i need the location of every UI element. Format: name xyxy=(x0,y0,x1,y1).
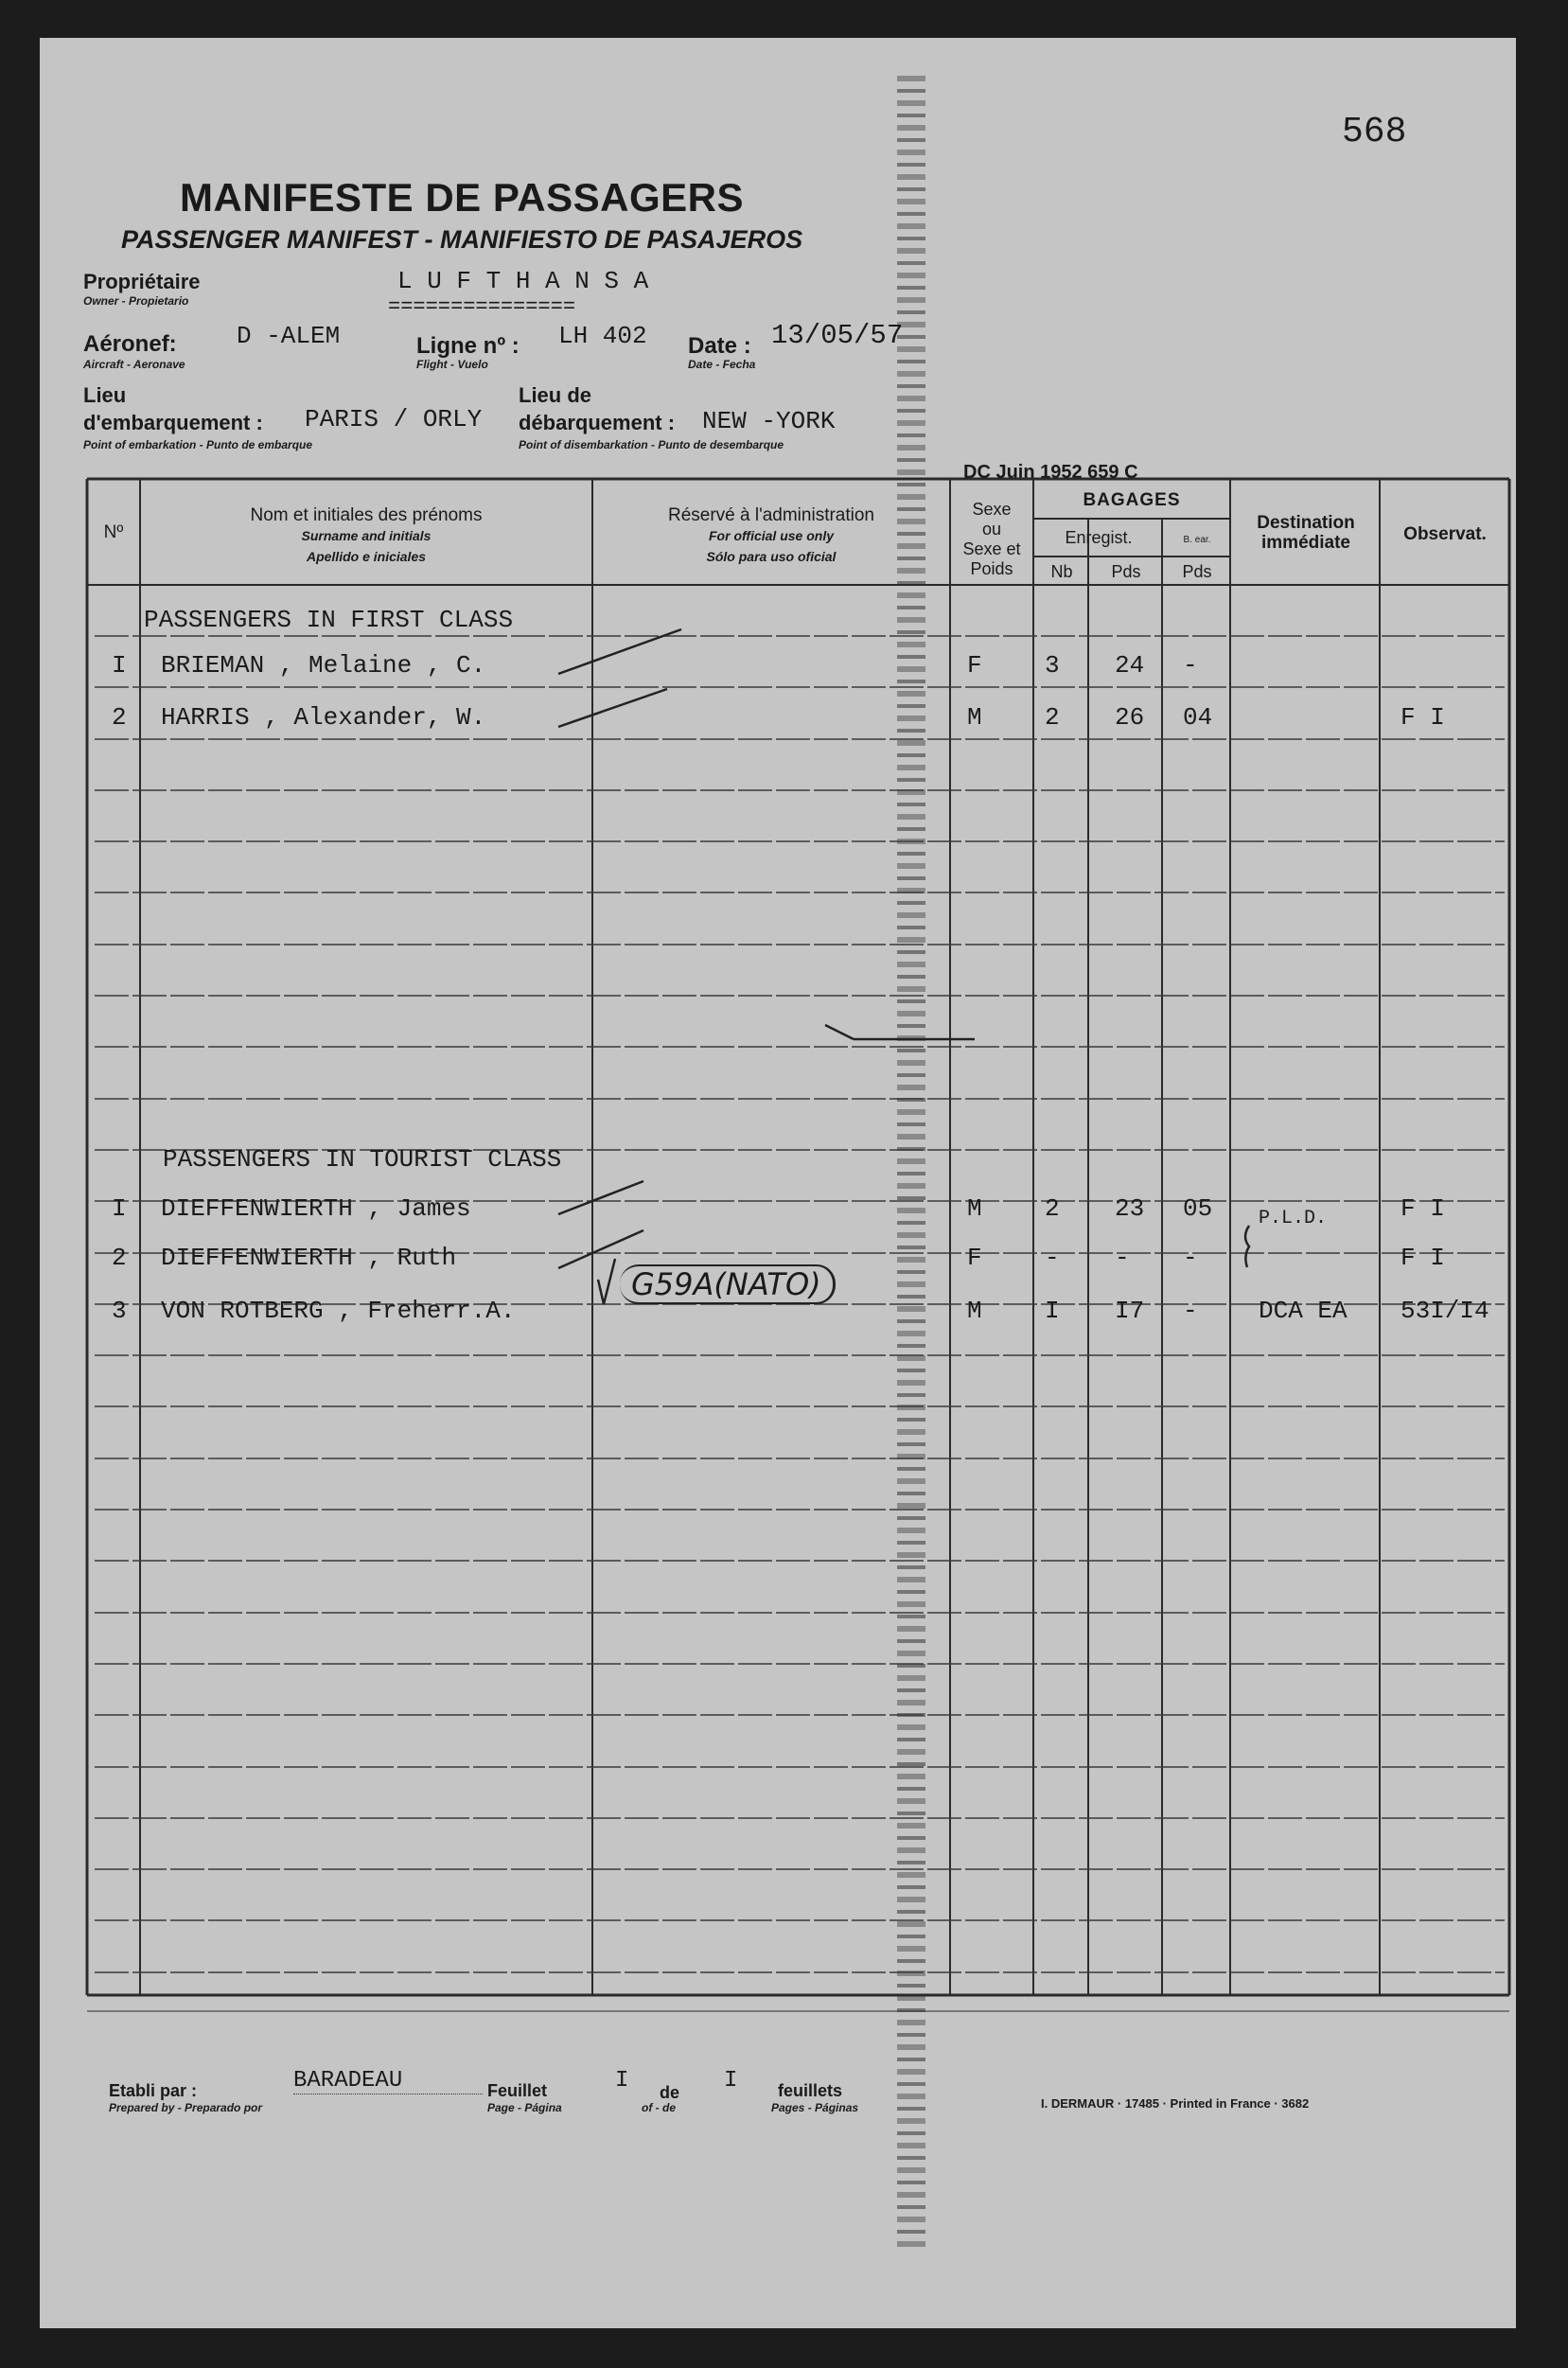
cell-pds: 26 xyxy=(1115,703,1145,732)
owner-label: Propriétaire xyxy=(83,270,201,293)
prepared-sub: Prepared by - Preparado por xyxy=(109,2101,263,2114)
col-header-no: Nº xyxy=(103,522,124,542)
prepared-label: Etabli par : xyxy=(109,2081,198,2100)
col-header-name-fr: Nom et initiales des prénoms xyxy=(250,505,483,525)
cell-sex: M xyxy=(967,1194,982,1223)
owner-underline: =============== xyxy=(388,295,576,319)
sheets-sub: Pages - Páginas xyxy=(771,2101,859,2114)
prepared-value: BARADEAU xyxy=(293,2068,483,2094)
cell-name: BRIEMAN , Melaine , C. xyxy=(161,651,486,680)
date-sub: Date - Fecha xyxy=(688,358,756,371)
sheets-label: feuillets xyxy=(778,2081,843,2100)
disembark-label-2: débarquement : xyxy=(519,411,676,434)
disembark-value: NEW -YORK xyxy=(702,407,836,435)
cell-obs: F I xyxy=(1401,1194,1445,1223)
sheet-label: Feuillet xyxy=(487,2081,548,2100)
cell-name: DIEFFENWIERTH , Ruth xyxy=(161,1244,457,1272)
cell-hand: - xyxy=(1183,651,1198,680)
cell-hand: 04 xyxy=(1183,703,1213,732)
cell-sex: F xyxy=(967,1244,982,1272)
of-sub: of - de xyxy=(642,2101,676,2114)
col-header-observations: Observat. xyxy=(1403,524,1487,544)
col-header-destination-1: Destination xyxy=(1257,513,1355,533)
flight-label: Ligne nº : xyxy=(416,333,520,359)
cell-nb: 2 xyxy=(1045,703,1060,732)
cell-no: 2 xyxy=(112,703,127,732)
cell-nb: 2 xyxy=(1045,1194,1060,1223)
cell-obs: F I xyxy=(1401,703,1445,732)
aircraft-sub: Aircraft - Aeronave xyxy=(83,358,185,371)
cell-nb: - xyxy=(1045,1244,1060,1272)
col-header-pds-hand: Pds xyxy=(1182,562,1212,581)
cell-no: I xyxy=(112,651,127,680)
cell-sex: M xyxy=(967,1297,982,1325)
cell-dest: DCA EA xyxy=(1259,1297,1348,1325)
col-header-admin-en: For official use only xyxy=(709,528,834,543)
aircraft-label: Aéronef: xyxy=(83,331,177,357)
cell-dest: P.L.D. xyxy=(1259,1208,1328,1229)
printer-imprint: I. DERMAUR · 17485 · Printed in France · 3682 xyxy=(1041,2096,1310,2111)
cell-name: HARRIS , Alexander, W. xyxy=(161,703,486,732)
cell-obs: F I xyxy=(1401,1244,1445,1272)
disembark-label-1: Lieu de xyxy=(519,383,592,407)
tourist-class-heading: PASSENGERS IN TOURIST CLASS xyxy=(163,1145,562,1174)
embark-label-2: d'embarquement : xyxy=(83,411,263,434)
cell-pds: - xyxy=(1115,1244,1130,1272)
col-header-baggage: BAGAGES xyxy=(1083,490,1181,510)
cell-no: I xyxy=(112,1194,127,1223)
date-value: 13/05/57 xyxy=(771,320,904,351)
sheet-sub: Page - Página xyxy=(487,2101,562,2114)
embark-value: PARIS / ORLY xyxy=(305,405,483,433)
cell-pds: 24 xyxy=(1115,651,1145,680)
cell-no: 3 xyxy=(112,1297,127,1325)
cell-no: 2 xyxy=(112,1244,127,1272)
owner-sub: Owner - Propietario xyxy=(83,294,189,308)
form-code: DC Juin 1952 659 C xyxy=(963,462,1138,483)
col-header-sex-3: Sexe et xyxy=(962,539,1021,558)
embark-sub: Point of embarkation - Punto de embarque xyxy=(83,438,313,451)
col-header-sex xyxy=(952,500,1031,579)
cell-nb: 3 xyxy=(1045,651,1060,680)
page-number: 568 xyxy=(1342,112,1407,152)
col-header-name xyxy=(142,505,590,567)
col-header-destination xyxy=(1232,513,1380,553)
flight-value: LH 402 xyxy=(558,322,647,350)
col-header-admin-fr: Réservé à l'administration xyxy=(668,505,874,525)
cell-pds: I7 xyxy=(1115,1297,1145,1325)
cell-obs: 53I/I4 xyxy=(1401,1297,1489,1325)
col-header-nb: Nb xyxy=(1050,562,1073,581)
embark-label-1: Lieu xyxy=(83,383,127,407)
col-header-pds: Pds xyxy=(1111,562,1141,581)
col-header-hand-baggage: B. ear. xyxy=(1183,535,1211,545)
sheet-value: I xyxy=(615,2068,629,2094)
page-subtitle: PASSENGER MANIFEST - MANIFIESTO DE PASAJEROS xyxy=(121,225,803,254)
date-label: Date : xyxy=(688,333,751,359)
admin-note: G59A(NATO) xyxy=(620,1264,836,1304)
col-header-name-en: Surname and initials xyxy=(301,528,432,543)
of-label: de xyxy=(660,2083,680,2102)
col-header-sex-4: Poids xyxy=(970,559,1013,578)
col-header-destination-2: immédiate xyxy=(1261,533,1350,553)
disembark-sub: Point of disembarkation - Punto de desembarque xyxy=(519,438,784,451)
cell-hand: - xyxy=(1183,1244,1198,1272)
cell-sex: M xyxy=(967,703,982,732)
flight-sub: Flight - Vuelo xyxy=(416,358,488,371)
col-header-name-es: Apellido e iniciales xyxy=(306,549,427,564)
col-header-sex-2: ou xyxy=(981,520,1002,539)
col-header-sex-1: Sexe xyxy=(972,500,1012,519)
page-title: MANIFESTE DE PASSAGERS xyxy=(180,175,744,220)
col-header-admin xyxy=(594,505,948,567)
col-header-admin-es: Sólo para uso oficial xyxy=(706,549,837,564)
cell-sex: F xyxy=(967,651,982,680)
col-header-registered: Enregist. xyxy=(1065,528,1133,547)
cell-name: DIEFFENWIERTH , James xyxy=(161,1194,471,1223)
first-class-heading: PASSENGERS IN FIRST CLASS xyxy=(144,606,514,634)
cell-nb: I xyxy=(1045,1297,1060,1325)
owner-value: L U F T H A N S A xyxy=(397,267,649,295)
cell-hand: - xyxy=(1183,1297,1198,1325)
cell-hand: 05 xyxy=(1183,1194,1213,1223)
of-value: I xyxy=(724,2068,738,2094)
cell-pds: 23 xyxy=(1115,1194,1145,1223)
cell-name: VON ROTBERG , Freherr.A. xyxy=(161,1297,516,1325)
aircraft-value: D -ALEM xyxy=(237,322,341,350)
